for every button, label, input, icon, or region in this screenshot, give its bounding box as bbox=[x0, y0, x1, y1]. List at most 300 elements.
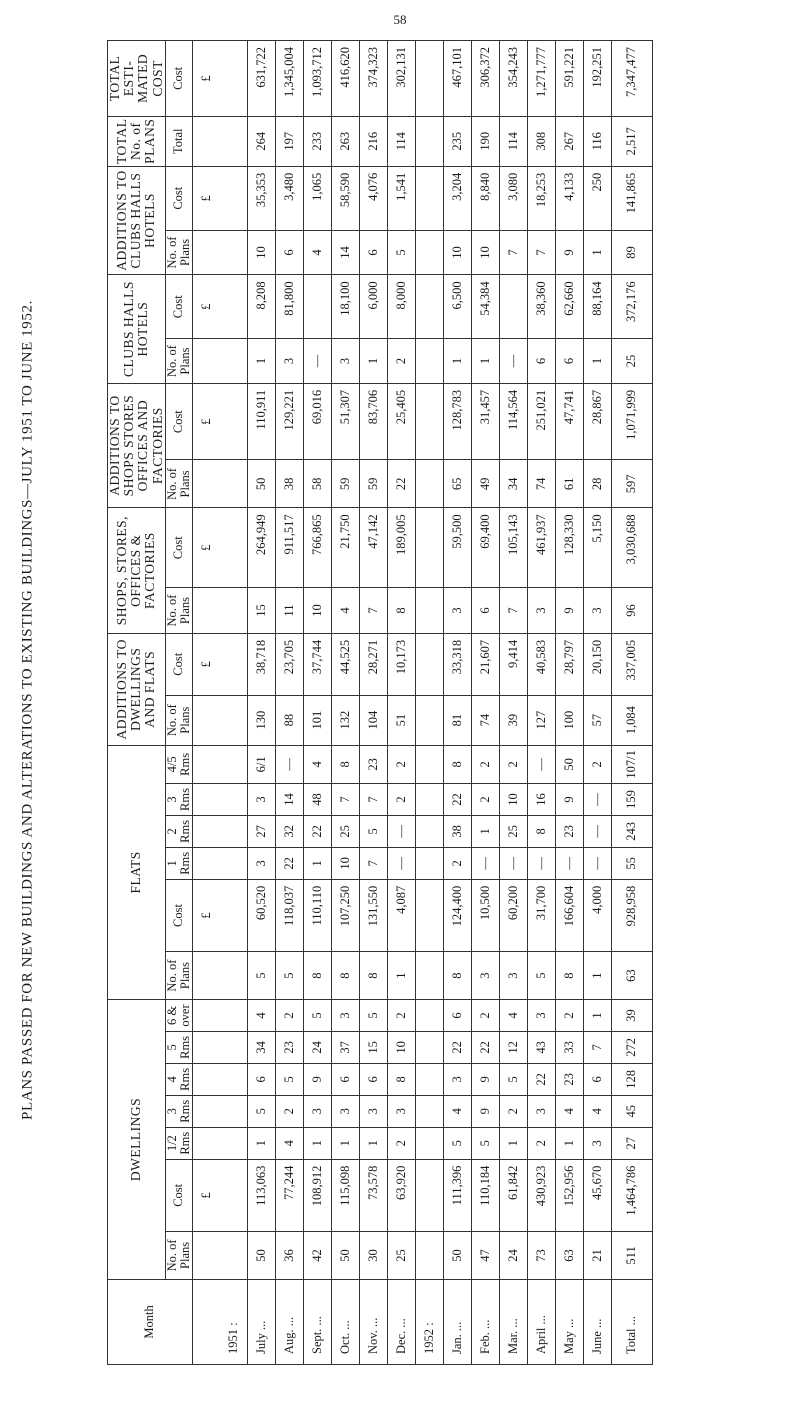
cell-ac-cost: 4,076 bbox=[359, 166, 387, 230]
table-row bbox=[331, 41, 359, 1365]
cell-c-plans: 6 bbox=[555, 339, 583, 384]
cell-f-45: 107/1 bbox=[611, 745, 652, 783]
cell-as-cost: 128,783 bbox=[443, 383, 471, 460]
currency-cell: £ bbox=[192, 1159, 220, 1231]
total-plans-sub-header: Total bbox=[165, 116, 192, 166]
cell-s-cost: 69,400 bbox=[471, 508, 499, 588]
cell-f-cost: 4,087 bbox=[387, 879, 415, 951]
cell-d-4: 9 bbox=[471, 1063, 499, 1095]
month-cell: May ... bbox=[555, 1279, 583, 1364]
cell-ac-plans: 9 bbox=[555, 230, 583, 275]
year-label: 1951 : bbox=[220, 1279, 248, 1364]
cell-f-cost: 110,110 bbox=[303, 879, 331, 951]
cell-t-cost: 306,372 bbox=[471, 41, 499, 117]
year-row-cell bbox=[220, 952, 248, 1000]
cell-s-plans: 15 bbox=[247, 588, 275, 634]
cell-f-3: 2 bbox=[471, 784, 499, 816]
cell-d-4: 22 bbox=[527, 1063, 555, 1095]
cell-t-cost: 374,323 bbox=[359, 41, 387, 117]
year-row-cell bbox=[415, 230, 443, 275]
year-row-cell bbox=[415, 1000, 443, 1032]
table-row bbox=[443, 41, 471, 1365]
table-row bbox=[471, 41, 499, 1365]
cell-d-5: 22 bbox=[471, 1031, 499, 1063]
cell-ad-plans: 57 bbox=[583, 695, 611, 745]
month-cell: Oct. ... bbox=[331, 1279, 359, 1364]
cell-d-5: 43 bbox=[527, 1031, 555, 1063]
cell-as-cost: 129,221 bbox=[275, 383, 303, 460]
page-title: PLANS PASSED FOR NEW BUILDINGS AND ALTERATIONS TO EXISTING BUILDINGS—JULY 1951 TO JUNE 1952. bbox=[19, 300, 36, 1120]
cell-d-cost: 77,244 bbox=[275, 1159, 303, 1231]
cell-d-plans: 47 bbox=[471, 1232, 499, 1280]
cell-d-12: 1 bbox=[359, 1127, 387, 1159]
currency-cell bbox=[192, 1063, 220, 1095]
year-row-cell bbox=[220, 588, 248, 634]
year-row bbox=[415, 41, 443, 1365]
cell-d-12: 1 bbox=[247, 1127, 275, 1159]
cell-ac-plans: 10 bbox=[471, 230, 499, 275]
cell-f-cost: 928,958 bbox=[611, 879, 652, 951]
additions-clubs-plans-header: No. of Plans bbox=[165, 230, 192, 275]
page-title-container bbox=[6, 60, 50, 1360]
table-row bbox=[303, 41, 331, 1365]
cell-f-45: — bbox=[275, 745, 303, 783]
year-row-cell bbox=[220, 1063, 248, 1095]
cell-f-45: 50 bbox=[555, 745, 583, 783]
cell-d-3: 4 bbox=[443, 1095, 471, 1127]
cell-f-cost: 166,604 bbox=[555, 879, 583, 951]
cell-f-45: 2 bbox=[499, 745, 527, 783]
cell-d-12: 1 bbox=[331, 1127, 359, 1159]
cell-d-plans: 73 bbox=[527, 1232, 555, 1280]
cell-c-plans: 3 bbox=[331, 339, 359, 384]
cell-d-4: 6 bbox=[583, 1063, 611, 1095]
month-cell: Jan. ... bbox=[443, 1279, 471, 1364]
year-row-cell bbox=[220, 1127, 248, 1159]
cell-f-cost: 107,250 bbox=[331, 879, 359, 951]
cell-f-cost: 118,037 bbox=[275, 879, 303, 951]
cell-d-12: 27 bbox=[611, 1127, 652, 1159]
year-row-cell bbox=[415, 275, 443, 339]
cell-d-3: 45 bbox=[611, 1095, 652, 1127]
table-row bbox=[359, 41, 387, 1365]
cell-ac-plans: 1 bbox=[583, 230, 611, 275]
cell-ad-plans: 130 bbox=[247, 695, 275, 745]
cell-as-plans: 34 bbox=[499, 460, 527, 508]
cell-ad-plans: 1,084 bbox=[611, 695, 652, 745]
cell-d-plans: 63 bbox=[555, 1232, 583, 1280]
cell-f-1: 3 bbox=[247, 847, 275, 879]
table-row bbox=[583, 41, 611, 1365]
year-row-cell bbox=[415, 784, 443, 816]
cell-f-3: 22 bbox=[443, 784, 471, 816]
cell-d-3: 3 bbox=[303, 1095, 331, 1127]
cell-d-5: 272 bbox=[611, 1031, 652, 1063]
cell-s-cost: 128,330 bbox=[555, 508, 583, 588]
cell-d-5: 34 bbox=[247, 1031, 275, 1063]
cell-f-cost: 124,400 bbox=[443, 879, 471, 951]
cell-s-cost: 264,949 bbox=[247, 508, 275, 588]
cell-f-3: 7 bbox=[359, 784, 387, 816]
cell-d-5: 12 bbox=[499, 1031, 527, 1063]
year-row-cell bbox=[415, 745, 443, 783]
cell-as-cost: 251,021 bbox=[527, 383, 555, 460]
year-row-cell bbox=[220, 847, 248, 879]
cell-f-2: 38 bbox=[443, 815, 471, 847]
cell-d-6: 6 bbox=[443, 1000, 471, 1032]
year-row-cell bbox=[220, 695, 248, 745]
cell-d-12: 5 bbox=[443, 1127, 471, 1159]
cell-d-cost: 152,956 bbox=[555, 1159, 583, 1231]
cell-ad-cost: 20,150 bbox=[583, 633, 611, 695]
cell-f-3: 159 bbox=[611, 784, 652, 816]
cell-d-12: 1 bbox=[499, 1127, 527, 1159]
cell-d-6: 5 bbox=[359, 1000, 387, 1032]
table-body bbox=[192, 41, 652, 1365]
cell-c-plans: 1 bbox=[583, 339, 611, 384]
cell-d-4: 6 bbox=[359, 1063, 387, 1095]
cell-t-plans: 235 bbox=[443, 116, 471, 166]
year-row-cell bbox=[220, 116, 248, 166]
currency-cell bbox=[192, 460, 220, 508]
cell-s-plans: 3 bbox=[583, 588, 611, 634]
cell-t-cost: 1,093,712 bbox=[303, 41, 331, 117]
cell-s-cost: 5,150 bbox=[583, 508, 611, 588]
month-cell: April ... bbox=[527, 1279, 555, 1364]
cell-d-cost: 73,578 bbox=[359, 1159, 387, 1231]
cell-d-12: 5 bbox=[471, 1127, 499, 1159]
cell-s-plans: 7 bbox=[499, 588, 527, 634]
dwellings-5rms-header: 5 Rms bbox=[165, 1031, 192, 1063]
cell-f-1: — bbox=[499, 847, 527, 879]
cell-as-plans: 22 bbox=[387, 460, 415, 508]
cell-c-cost: 18,100 bbox=[331, 275, 359, 339]
year-row-cell bbox=[220, 1095, 248, 1127]
cell-c-cost bbox=[303, 275, 331, 339]
cell-d-3: 2 bbox=[499, 1095, 527, 1127]
cell-t-plans: 308 bbox=[527, 116, 555, 166]
currency-cell bbox=[192, 815, 220, 847]
cell-as-cost: 31,457 bbox=[471, 383, 499, 460]
currency-cell bbox=[192, 116, 220, 166]
currency-cell bbox=[192, 1031, 220, 1063]
year-row-cell bbox=[220, 1031, 248, 1063]
year-row-cell bbox=[415, 166, 443, 230]
cell-c-plans: 6 bbox=[527, 339, 555, 384]
cell-as-cost: 69,016 bbox=[303, 383, 331, 460]
cell-c-cost: 88,164 bbox=[583, 275, 611, 339]
cell-f-cost: 131,550 bbox=[359, 879, 387, 951]
cell-d-12: 2 bbox=[527, 1127, 555, 1159]
cell-ad-plans: 127 bbox=[527, 695, 555, 745]
cell-f-3: 9 bbox=[555, 784, 583, 816]
cell-t-plans: 114 bbox=[499, 116, 527, 166]
cell-ad-cost: 44,525 bbox=[331, 633, 359, 695]
currency-cell bbox=[192, 745, 220, 783]
cell-s-plans: 11 bbox=[275, 588, 303, 634]
dwellings-4rms-header: 4 Rms bbox=[165, 1063, 192, 1095]
flats-header: FLATS bbox=[108, 745, 166, 999]
cell-d-4: 5 bbox=[275, 1063, 303, 1095]
year-row-cell bbox=[415, 588, 443, 634]
cell-as-plans: 59 bbox=[359, 460, 387, 508]
cell-c-cost: 81,800 bbox=[275, 275, 303, 339]
year-row-cell bbox=[415, 815, 443, 847]
cell-s-plans: 3 bbox=[527, 588, 555, 634]
month-cell: Mar. ... bbox=[499, 1279, 527, 1364]
year-row-cell bbox=[220, 230, 248, 275]
cell-d-cost: 45,670 bbox=[583, 1159, 611, 1231]
cell-ac-plans: 7 bbox=[527, 230, 555, 275]
year-row-cell bbox=[415, 41, 443, 117]
clubs-cost-header: Cost bbox=[165, 275, 192, 339]
cell-f-45: — bbox=[527, 745, 555, 783]
year-row-cell bbox=[220, 879, 248, 951]
currency-cell bbox=[192, 339, 220, 384]
cell-d-6: 4 bbox=[247, 1000, 275, 1032]
cell-d-cost: 113,063 bbox=[247, 1159, 275, 1231]
cell-ac-plans: 7 bbox=[499, 230, 527, 275]
cell-f-3: — bbox=[583, 784, 611, 816]
cell-d-5: 15 bbox=[359, 1031, 387, 1063]
cell-d-12: 4 bbox=[275, 1127, 303, 1159]
cell-d-4: 23 bbox=[555, 1063, 583, 1095]
cell-d-4: 5 bbox=[499, 1063, 527, 1095]
currency-cell bbox=[192, 1232, 220, 1280]
cell-c-cost: 372,176 bbox=[611, 275, 652, 339]
additions-dwellings-plans-header: No. of Plans bbox=[165, 695, 192, 745]
cell-d-cost: 110,184 bbox=[471, 1159, 499, 1231]
cell-f-plans: 8 bbox=[331, 952, 359, 1000]
table-row bbox=[275, 41, 303, 1365]
cell-ad-cost: 28,797 bbox=[555, 633, 583, 695]
plans-table bbox=[107, 40, 653, 1365]
cell-as-plans: 61 bbox=[555, 460, 583, 508]
cell-d-6: 3 bbox=[527, 1000, 555, 1032]
cell-f-2: 25 bbox=[331, 815, 359, 847]
year-row-cell bbox=[415, 1031, 443, 1063]
month-cell: Nov. ... bbox=[359, 1279, 387, 1364]
cell-as-plans: 50 bbox=[247, 460, 275, 508]
cell-s-cost: 3,030,688 bbox=[611, 508, 652, 588]
cell-s-plans: 3 bbox=[443, 588, 471, 634]
cell-as-cost: 51,307 bbox=[331, 383, 359, 460]
additions-dwellings-cost-header: Cost bbox=[165, 633, 192, 695]
cell-d-6: 5 bbox=[303, 1000, 331, 1032]
cell-ac-cost: 58,590 bbox=[331, 166, 359, 230]
year-row-cell bbox=[415, 695, 443, 745]
cell-as-cost: 114,564 bbox=[499, 383, 527, 460]
cell-d-plans: 25 bbox=[387, 1232, 415, 1280]
cell-ad-cost: 10,173 bbox=[387, 633, 415, 695]
clubs-header: CLUBS HALLS HOTELS bbox=[108, 275, 166, 384]
cell-as-plans: 597 bbox=[611, 460, 652, 508]
cell-ad-cost: 23,705 bbox=[275, 633, 303, 695]
cell-f-plans: 1 bbox=[583, 952, 611, 1000]
year-row-cell bbox=[415, 116, 443, 166]
month-cell: Total ... bbox=[611, 1279, 652, 1364]
year-row-cell bbox=[415, 952, 443, 1000]
cell-ac-cost: 8,840 bbox=[471, 166, 499, 230]
year-row-cell bbox=[415, 1232, 443, 1280]
cell-d-5: 7 bbox=[583, 1031, 611, 1063]
currency-cell: £ bbox=[192, 879, 220, 951]
currency-cell: £ bbox=[192, 508, 220, 588]
year-row-cell bbox=[415, 847, 443, 879]
flats-1rms-header: 1 Rms bbox=[165, 847, 192, 879]
cell-d-plans: 50 bbox=[331, 1232, 359, 1280]
cell-as-plans: 58 bbox=[303, 460, 331, 508]
cell-f-45: 2 bbox=[471, 745, 499, 783]
cell-d-plans: 36 bbox=[275, 1232, 303, 1280]
cell-f-cost: 4,000 bbox=[583, 879, 611, 951]
cell-c-cost: 54,384 bbox=[471, 275, 499, 339]
year-row-cell bbox=[415, 879, 443, 951]
cell-t-cost: 467,101 bbox=[443, 41, 471, 117]
shops-plans-header: No. of Plans bbox=[165, 588, 192, 634]
year-row-cell bbox=[220, 460, 248, 508]
cell-as-cost: 83,706 bbox=[359, 383, 387, 460]
dwellings-12rms-header: 1/2 Rms bbox=[165, 1127, 192, 1159]
year-row-cell bbox=[220, 745, 248, 783]
month-cell: Aug. ... bbox=[275, 1279, 303, 1364]
cell-ac-cost: 1,065 bbox=[303, 166, 331, 230]
table-row bbox=[247, 41, 275, 1365]
cell-c-cost: 6,000 bbox=[359, 275, 387, 339]
cell-f-45: 2 bbox=[583, 745, 611, 783]
cell-t-cost: 192,251 bbox=[583, 41, 611, 117]
cell-s-plans: 10 bbox=[303, 588, 331, 634]
additions-clubs-cost-header: Cost bbox=[165, 166, 192, 230]
cell-f-plans: 8 bbox=[555, 952, 583, 1000]
cell-t-cost: 302,131 bbox=[387, 41, 415, 117]
cell-d-6: 2 bbox=[471, 1000, 499, 1032]
page-number: 58 bbox=[393, 12, 407, 27]
cell-ac-cost: 3,204 bbox=[443, 166, 471, 230]
additions-clubs-header: ADDITIONS TO CLUBS HALLS HOTELS bbox=[108, 166, 166, 275]
cell-s-cost: 105,143 bbox=[499, 508, 527, 588]
cell-f-plans: 8 bbox=[359, 952, 387, 1000]
year-row-cell bbox=[415, 460, 443, 508]
cell-f-1: — bbox=[583, 847, 611, 879]
cell-d-4: 8 bbox=[387, 1063, 415, 1095]
year-row-cell bbox=[415, 1159, 443, 1231]
cell-ac-plans: 6 bbox=[275, 230, 303, 275]
cell-s-cost: 766,865 bbox=[303, 508, 331, 588]
cell-ac-plans: 5 bbox=[387, 230, 415, 275]
cell-ac-cost: 35,353 bbox=[247, 166, 275, 230]
currency-cell bbox=[192, 695, 220, 745]
currency-cell bbox=[192, 784, 220, 816]
cell-d-6: 2 bbox=[275, 1000, 303, 1032]
year-row-cell bbox=[220, 339, 248, 384]
cell-t-plans: 233 bbox=[303, 116, 331, 166]
dwellings-6over-header: 6 & over bbox=[165, 1000, 192, 1032]
flats-cost-header: Cost bbox=[165, 879, 192, 951]
cell-f-plans: 5 bbox=[275, 952, 303, 1000]
year-row-cell bbox=[220, 815, 248, 847]
year-row-cell bbox=[415, 1127, 443, 1159]
cell-d-cost: 115,098 bbox=[331, 1159, 359, 1231]
cell-c-plans: 1 bbox=[443, 339, 471, 384]
cell-d-12: 3 bbox=[583, 1127, 611, 1159]
cell-ad-cost: 9,414 bbox=[499, 633, 527, 695]
table-row bbox=[527, 41, 555, 1365]
cell-ad-cost: 37,744 bbox=[303, 633, 331, 695]
cell-d-6: 2 bbox=[555, 1000, 583, 1032]
total-plans-header: TOTAL No. of PLANS bbox=[108, 116, 166, 166]
year-row-cell bbox=[220, 1159, 248, 1231]
cell-s-plans: 9 bbox=[555, 588, 583, 634]
cell-s-plans: 96 bbox=[611, 588, 652, 634]
cell-d-3: 2 bbox=[275, 1095, 303, 1127]
cell-f-plans: 5 bbox=[247, 952, 275, 1000]
cell-ac-cost: 18,253 bbox=[527, 166, 555, 230]
cell-s-cost: 461,937 bbox=[527, 508, 555, 588]
cell-f-2: 25 bbox=[499, 815, 527, 847]
cell-d-12: 2 bbox=[387, 1127, 415, 1159]
cell-f-plans: 3 bbox=[499, 952, 527, 1000]
cell-s-cost: 911,517 bbox=[275, 508, 303, 588]
cell-f-plans: 8 bbox=[303, 952, 331, 1000]
cell-d-5: 37 bbox=[331, 1031, 359, 1063]
cell-t-cost: 1,345,004 bbox=[275, 41, 303, 117]
dwellings-header: DWELLINGS bbox=[108, 1000, 166, 1280]
cell-d-5: 10 bbox=[387, 1031, 415, 1063]
cell-t-cost: 591,221 bbox=[555, 41, 583, 117]
additions-shops-plans-header: No. of Plans bbox=[165, 460, 192, 508]
cell-ac-cost: 141,865 bbox=[611, 166, 652, 230]
cell-as-cost: 25,405 bbox=[387, 383, 415, 460]
additions-shops-cost-header: Cost bbox=[165, 383, 192, 460]
cell-d-5: 22 bbox=[443, 1031, 471, 1063]
month-cell: July ... bbox=[247, 1279, 275, 1364]
cell-ac-plans: 14 bbox=[331, 230, 359, 275]
cell-f-1: — bbox=[555, 847, 583, 879]
cell-f-45: 4 bbox=[303, 745, 331, 783]
cell-d-4: 6 bbox=[247, 1063, 275, 1095]
cell-c-plans: 1 bbox=[471, 339, 499, 384]
cell-d-3: 5 bbox=[247, 1095, 275, 1127]
cell-t-cost: 631,722 bbox=[247, 41, 275, 117]
cell-f-1: 10 bbox=[331, 847, 359, 879]
cell-f-cost: 60,520 bbox=[247, 879, 275, 951]
cell-t-plans: 264 bbox=[247, 116, 275, 166]
cell-d-plans: 24 bbox=[499, 1232, 527, 1280]
cell-d-3: 3 bbox=[527, 1095, 555, 1127]
cell-t-plans: 116 bbox=[583, 116, 611, 166]
cell-ac-plans: 89 bbox=[611, 230, 652, 275]
cell-f-3: 10 bbox=[499, 784, 527, 816]
cell-f-2: 27 bbox=[247, 815, 275, 847]
flats-2rms-header: 2 Rms bbox=[165, 815, 192, 847]
cell-f-3: 7 bbox=[331, 784, 359, 816]
cell-as-cost: 28,867 bbox=[583, 383, 611, 460]
cell-s-plans: 7 bbox=[359, 588, 387, 634]
cell-as-cost: 110,911 bbox=[247, 383, 275, 460]
currency-cell bbox=[192, 1127, 220, 1159]
cell-d-5: 23 bbox=[275, 1031, 303, 1063]
year-label: 1952 : bbox=[415, 1279, 443, 1364]
cell-as-plans: 28 bbox=[583, 460, 611, 508]
cell-f-cost: 31,700 bbox=[527, 879, 555, 951]
cell-d-3: 4 bbox=[583, 1095, 611, 1127]
cell-d-4: 3 bbox=[443, 1063, 471, 1095]
cell-f-2: 1 bbox=[471, 815, 499, 847]
cell-ad-cost: 38,718 bbox=[247, 633, 275, 695]
cell-f-1: 1 bbox=[303, 847, 331, 879]
clubs-plans-header: No. of Plans bbox=[165, 339, 192, 384]
